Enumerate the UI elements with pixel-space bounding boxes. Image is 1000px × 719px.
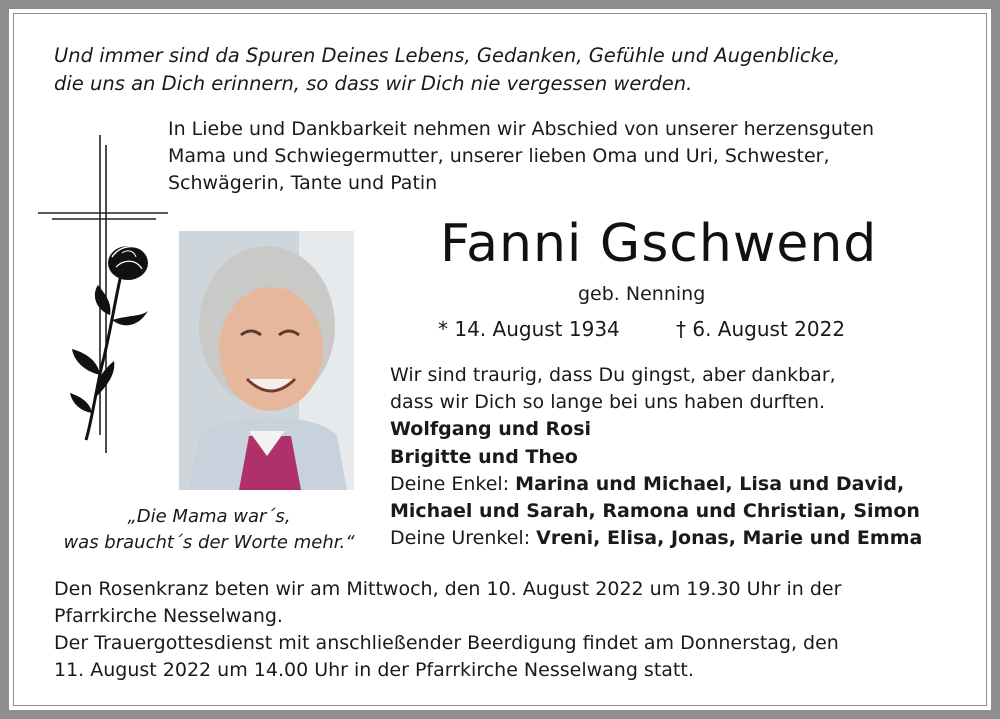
opening-quote xyxy=(54,42,840,98)
great-grandchildren-label: Deine Urenkel: xyxy=(390,527,537,550)
family-line-3: Wolfgang und Rosi xyxy=(390,418,592,441)
grandchildren-names: Marina und Michael, Lisa und David, xyxy=(515,472,905,495)
family-line-4: Brigitte und Theo xyxy=(390,445,578,468)
deceased-name: Fanni Gschwend xyxy=(440,214,878,274)
intro-line-3: Schwägerin, Tante und Patin xyxy=(168,172,438,194)
portrait-photo xyxy=(179,231,354,490)
photo-quote xyxy=(40,504,378,556)
family-line-2: dass wir Dich so lange bei uns haben durften. xyxy=(390,391,826,414)
service-info xyxy=(54,576,841,684)
intro-text xyxy=(168,116,874,197)
family-line-5 xyxy=(390,471,922,498)
family-text xyxy=(390,362,922,552)
service-line-2: Pfarrkirche Nesselwang. xyxy=(54,605,283,627)
family-line-7 xyxy=(390,525,922,552)
family-line-1: Wir sind traurig, dass Du gingst, aber dankbar, xyxy=(390,364,836,386)
cross-with-rose-icon xyxy=(36,135,176,455)
birth-date: * 14. August 1934 xyxy=(438,317,620,341)
death-date: † 6. August 2022 xyxy=(676,317,846,341)
family-line-6: Michael und Sarah, Ramona und Christian, Simon xyxy=(390,500,920,523)
service-line-4: 11. August 2022 um 14.00 Uhr in der Pfarrkirche Nesselwang statt. xyxy=(54,659,694,681)
great-grandchildren-names: Vreni, Elisa, Jonas, Marie und Emma xyxy=(536,527,923,550)
maiden-name: geb. Nenning xyxy=(578,283,706,305)
intro-line-2: Mama und Schwiegermutter, unserer lieben Oma und Uri, Schwester, xyxy=(168,145,830,167)
intro-line-1: In Liebe und Dankbarkeit nehmen wir Abschied von unserer herzensguten xyxy=(168,118,875,140)
opening-quote-line-2: die uns an Dich erinnern, so dass wir Dich nie vergessen werden. xyxy=(54,72,693,95)
photo-quote-line-1: „Die Mama war´s, xyxy=(127,506,291,527)
service-line-3: Der Trauergottesdienst mit anschließender Beerdigung findet am Donnerstag, den xyxy=(54,632,839,654)
service-line-1: Den Rosenkranz beten wir am Mittwoch, den 10. August 2022 um 19.30 Uhr in der xyxy=(54,578,842,600)
opening-quote-line-1: Und immer sind da Spuren Deines Lebens, Gedanken, Gefühle und Augenblicke, xyxy=(54,44,841,67)
photo-quote-line-2: was braucht´s der Worte mehr.“ xyxy=(63,532,355,553)
grandchildren-label: Deine Enkel: xyxy=(390,472,516,495)
